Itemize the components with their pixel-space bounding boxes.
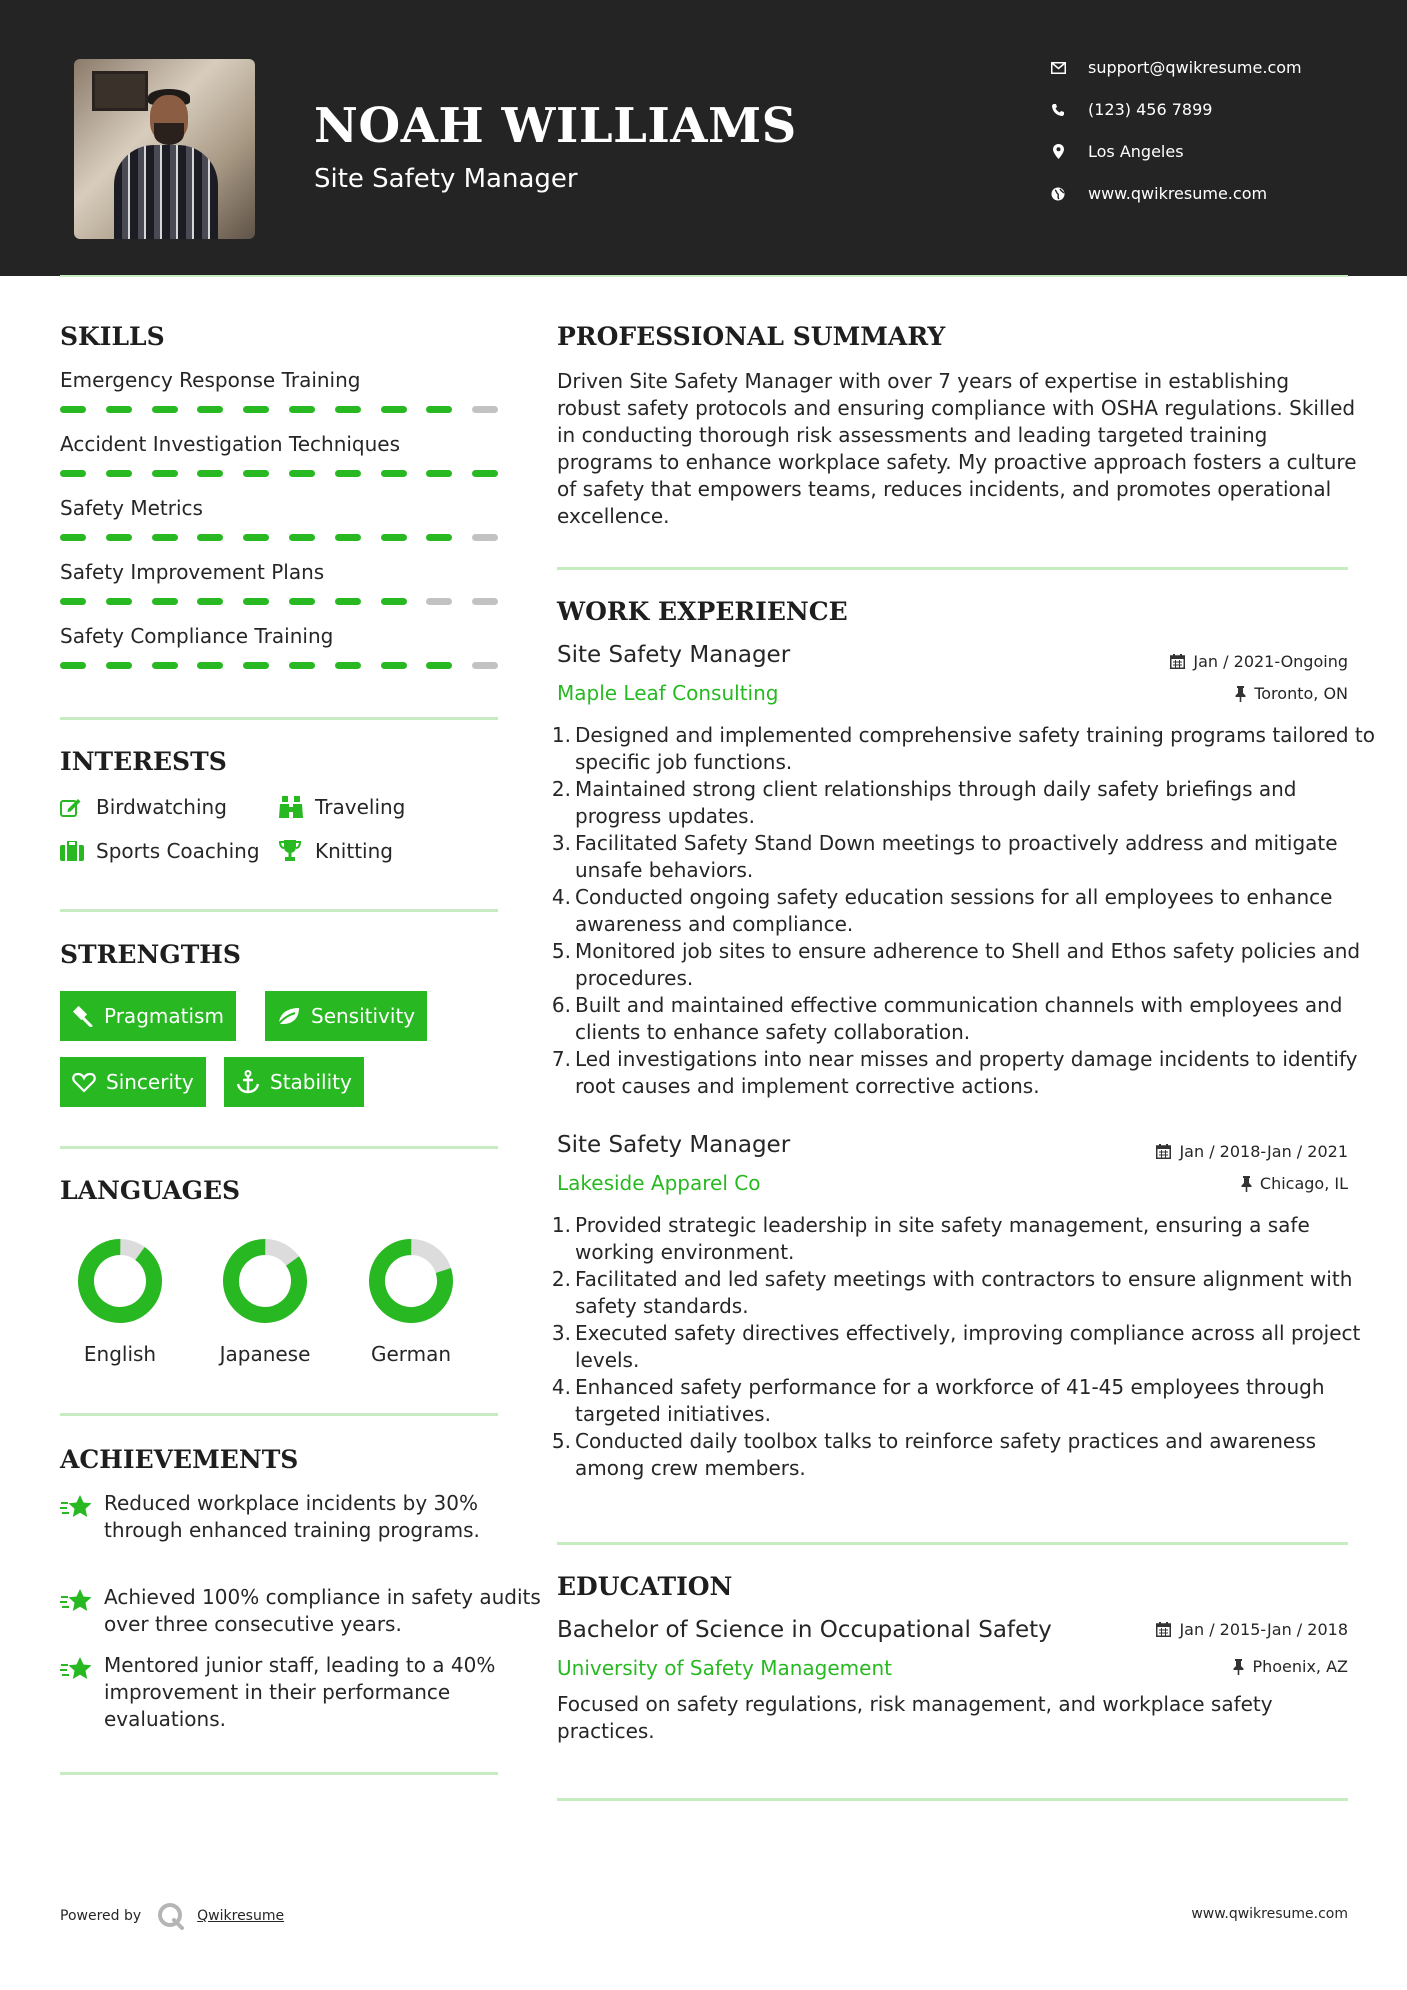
job-dates-text: Jan / 2021-Ongoing — [1193, 652, 1348, 671]
skill-label: Safety Compliance Training — [60, 624, 334, 648]
trophy-icon — [279, 840, 303, 862]
education-school: University of Safety Management — [557, 1656, 892, 1680]
qwikresume-link[interactable]: Qwikresume — [197, 1908, 285, 1924]
website-text: www.qwikresume.com — [1088, 184, 1268, 203]
skill-dash-filled — [426, 534, 452, 541]
footer-powered-by — [60, 1902, 284, 1930]
skill-dash-filled — [243, 662, 269, 669]
language-ring-fill — [222, 1238, 308, 1324]
skill-dash-filled — [152, 470, 178, 477]
heart-icon — [72, 1072, 96, 1093]
skill-rating — [60, 470, 498, 477]
skill-dash-filled — [289, 406, 315, 413]
interest-item — [279, 795, 405, 819]
skill-rating — [60, 406, 498, 413]
skill-dash-filled — [426, 470, 452, 477]
skill-dash-filled — [381, 534, 407, 541]
summary-heading: PROFESSIONAL SUMMARY — [557, 322, 946, 351]
star-icon — [60, 1494, 94, 1527]
strength-label: Sensitivity — [311, 1004, 416, 1028]
job-location-text: Chicago, IL — [1259, 1174, 1348, 1193]
strength-badge — [265, 991, 427, 1041]
skill-rating — [60, 534, 498, 541]
skill-dash-empty — [472, 598, 498, 605]
job-title: Site Safety Manager — [557, 1132, 791, 1158]
briefcase-icon — [60, 841, 84, 861]
strength-label: Pragmatism — [104, 1004, 224, 1028]
globe-icon — [1050, 187, 1066, 201]
strength-badge — [60, 1057, 206, 1107]
skill-dash-filled — [243, 470, 269, 477]
divider — [60, 1772, 498, 1775]
job-dates-text: Jan / 2018-Jan / 2021 — [1179, 1142, 1348, 1161]
interest-label: Sports Coaching — [96, 839, 260, 863]
job-bullets — [557, 722, 1375, 1100]
phone-icon — [1050, 103, 1066, 117]
skill-dash-filled — [152, 598, 178, 605]
skill-dash-empty — [472, 662, 498, 669]
resume-header — [0, 0, 1407, 276]
contact-phone[interactable] — [1050, 100, 1350, 119]
skill-dash-filled — [60, 598, 86, 605]
skill-dash-filled — [289, 598, 315, 605]
skill-dash-filled — [106, 406, 132, 413]
skill-dash-empty — [472, 406, 498, 413]
job-bullet: Executed safety directives effectively, improving compliance across all project levels. — [575, 1321, 1361, 1372]
skill-dash-filled — [152, 406, 178, 413]
skill-rating — [60, 598, 498, 605]
star-icon — [60, 1656, 94, 1689]
job-bullet: Conducted daily toolbox talks to reinforce safety practices and awareness among crew members. — [575, 1429, 1317, 1480]
phone-text: (123) 456 7899 — [1088, 100, 1213, 119]
strength-badge — [60, 991, 236, 1041]
education-dates-text: Jan / 2015-Jan / 2018 — [1179, 1620, 1348, 1639]
language-label: English — [83, 1342, 157, 1366]
skill-rating — [60, 662, 498, 669]
candidate-name: NOAH WILLIAMS — [314, 98, 797, 154]
anchor-icon — [236, 1070, 260, 1094]
skill-dash-filled — [289, 534, 315, 541]
skill-label: Safety Metrics — [60, 496, 203, 520]
skill-dash-filled — [289, 470, 315, 477]
calendar-icon — [1170, 654, 1185, 669]
skill-dash-filled — [60, 406, 86, 413]
language-ring-fill — [368, 1238, 454, 1324]
skill-dash-filled — [106, 470, 132, 477]
skill-dash-filled — [60, 470, 86, 477]
pushpin-icon — [1241, 1176, 1252, 1192]
job-dates — [1170, 652, 1348, 671]
divider — [557, 1542, 1348, 1545]
job-location-text: Toronto, ON — [1254, 684, 1348, 703]
skill-dash-filled — [335, 534, 361, 541]
interest-label: Knitting — [315, 839, 393, 863]
pushpin-icon — [1233, 1659, 1244, 1675]
job-bullets — [557, 1212, 1375, 1482]
language-label: German — [370, 1342, 452, 1366]
job-bullet: Maintained strong client relationships through daily safety briefings and progress updates. — [575, 777, 1297, 828]
summary-text: Driven Site Safety Manager with over 7 years of expertise in establishing robust safety protocols and ensuring compliance with OSHA regulations. Skilled in conducting thorough risk assessments and leading targeted training programs to enhance workplace safety. My proactive approach fosters a culture of safety that empowers teams, reduces incidents, and promotes operational excellence. — [557, 369, 1357, 528]
divider — [557, 1798, 1348, 1801]
education-heading: EDUCATION — [557, 1572, 733, 1601]
language-ring — [222, 1238, 308, 1324]
education-dates — [1156, 1620, 1348, 1639]
skill-dash-filled — [243, 598, 269, 605]
interest-item — [279, 839, 393, 863]
skill-dash-filled — [381, 662, 407, 669]
job-company: Maple Leaf Consulting — [557, 681, 779, 705]
education-location-text: Phoenix, AZ — [1252, 1657, 1348, 1676]
divider — [60, 909, 498, 912]
calendar-icon — [1156, 1144, 1171, 1159]
skill-dash-filled — [381, 598, 407, 605]
skill-dash-filled — [335, 662, 361, 669]
achievements-heading: ACHIEVEMENTS — [60, 1445, 299, 1474]
footer-website[interactable]: www.qwikresume.com — [1191, 1906, 1348, 1922]
skill-dash-filled — [152, 662, 178, 669]
skill-dash-filled — [335, 470, 361, 477]
skill-dash-filled — [243, 534, 269, 541]
achievement-text: Mentored junior staff, leading to a 40% improvement in their performance evaluations. — [104, 1653, 496, 1731]
skill-dash-filled — [335, 406, 361, 413]
powered-by-text: Powered by — [60, 1908, 142, 1924]
job-dates — [1156, 1142, 1348, 1161]
divider — [557, 567, 1348, 570]
interests-heading: INTERESTS — [60, 747, 227, 776]
skill-dash-filled — [289, 662, 315, 669]
interest-item — [60, 795, 227, 819]
skill-dash-filled — [426, 662, 452, 669]
envelope-icon — [1050, 62, 1066, 74]
skills-heading: SKILLS — [60, 322, 165, 351]
job-company: Lakeside Apparel Co — [557, 1171, 761, 1195]
job-bullet: Led investigations into near misses and property damage incidents to identify root causes and implement corrective actions. — [575, 1047, 1358, 1098]
map-pin-icon — [1050, 144, 1066, 159]
gavel-icon — [72, 1005, 94, 1027]
skill-dash-empty — [472, 534, 498, 541]
education-degree: Bachelor of Science in Occupational Safety — [557, 1617, 1052, 1643]
header-divider — [60, 275, 1348, 277]
candidate-title: Site Safety Manager — [314, 164, 578, 194]
interest-label: Birdwatching — [96, 795, 227, 819]
language-ring — [77, 1238, 163, 1324]
divider — [60, 717, 498, 720]
skill-dash-filled — [472, 470, 498, 477]
experience-heading: WORK EXPERIENCE — [557, 597, 848, 626]
skill-dash-filled — [426, 406, 452, 413]
skill-dash-filled — [197, 662, 223, 669]
language-ring-fill — [77, 1238, 163, 1324]
skill-dash-filled — [197, 406, 223, 413]
skill-dash-filled — [60, 534, 86, 541]
achievement-text: Achieved 100% compliance in safety audits over three consecutive years. — [104, 1585, 541, 1636]
job-bullet: Conducted ongoing safety education sessions for all employees to enhance awareness and compliance. — [575, 885, 1333, 936]
strength-label: Stability — [270, 1070, 352, 1094]
job-title: Site Safety Manager — [557, 642, 791, 668]
leaf-icon — [277, 1006, 301, 1026]
skill-label: Safety Improvement Plans — [60, 560, 325, 584]
skill-dash-empty — [426, 598, 452, 605]
binoculars-icon — [279, 796, 303, 818]
qwikresume-logo-icon — [157, 1902, 185, 1930]
job-location — [1241, 1174, 1348, 1193]
job-bullet: Built and maintained effective communication channels with employees and clients to enhance safety collaboration. — [575, 993, 1343, 1044]
skill-dash-filled — [60, 662, 86, 669]
job-bullet: Monitored job sites to ensure adherence to Shell and Ethos safety policies and procedures. — [575, 939, 1361, 990]
skill-dash-filled — [197, 534, 223, 541]
education-location — [1233, 1657, 1348, 1676]
strengths-heading: STRENGTHS — [60, 940, 241, 969]
skill-dash-filled — [381, 406, 407, 413]
job-location — [1235, 684, 1348, 703]
skill-dash-filled — [381, 470, 407, 477]
language-ring — [368, 1238, 454, 1324]
profile-photo — [74, 59, 255, 239]
job-bullet: Facilitated and led safety meetings with contractors to ensure alignment with safety standards. — [575, 1267, 1353, 1318]
edit-icon — [60, 797, 84, 817]
skill-dash-filled — [106, 534, 132, 541]
contact-location — [1050, 142, 1350, 161]
job-bullet: Designed and implemented comprehensive safety training programs tailored to specific job functions. — [575, 723, 1375, 774]
language-label: Japanese — [219, 1342, 311, 1366]
achievement-text: Reduced workplace incidents by 30% through enhanced training programs. — [104, 1491, 480, 1542]
skill-dash-filled — [335, 598, 361, 605]
job-bullet: Facilitated Safety Stand Down meetings to proactively address and mitigate unsafe behaviors. — [575, 831, 1338, 882]
job-bullet: Provided strategic leadership in site safety management, ensuring a safe working environment. — [575, 1213, 1310, 1264]
pushpin-icon — [1235, 686, 1246, 702]
strength-label: Sincerity — [106, 1070, 194, 1094]
calendar-icon — [1156, 1622, 1171, 1637]
divider — [60, 1413, 498, 1416]
contact-email[interactable] — [1050, 58, 1350, 77]
languages-heading: LANGUAGES — [60, 1176, 241, 1205]
skill-label: Emergency Response Training — [60, 368, 361, 392]
skill-dash-filled — [197, 598, 223, 605]
email-text: support@qwikresume.com — [1088, 58, 1302, 77]
skill-dash-filled — [106, 598, 132, 605]
job-bullet: Enhanced safety performance for a workforce of 41-45 employees through targeted initiatives. — [575, 1375, 1325, 1426]
strength-badge — [224, 1057, 364, 1107]
interest-item — [60, 839, 260, 863]
skill-dash-filled — [243, 406, 269, 413]
contact-website[interactable] — [1050, 184, 1350, 203]
skill-dash-filled — [197, 470, 223, 477]
skill-dash-filled — [106, 662, 132, 669]
skill-dash-filled — [152, 534, 178, 541]
interest-label: Traveling — [315, 795, 406, 819]
education-description: Focused on safety regulations, risk management, and workplace safety practices. — [557, 1692, 1273, 1743]
location-text: Los Angeles — [1088, 142, 1184, 161]
divider — [60, 1146, 498, 1149]
star-icon — [60, 1588, 94, 1621]
skill-label: Accident Investigation Techniques — [60, 432, 401, 456]
